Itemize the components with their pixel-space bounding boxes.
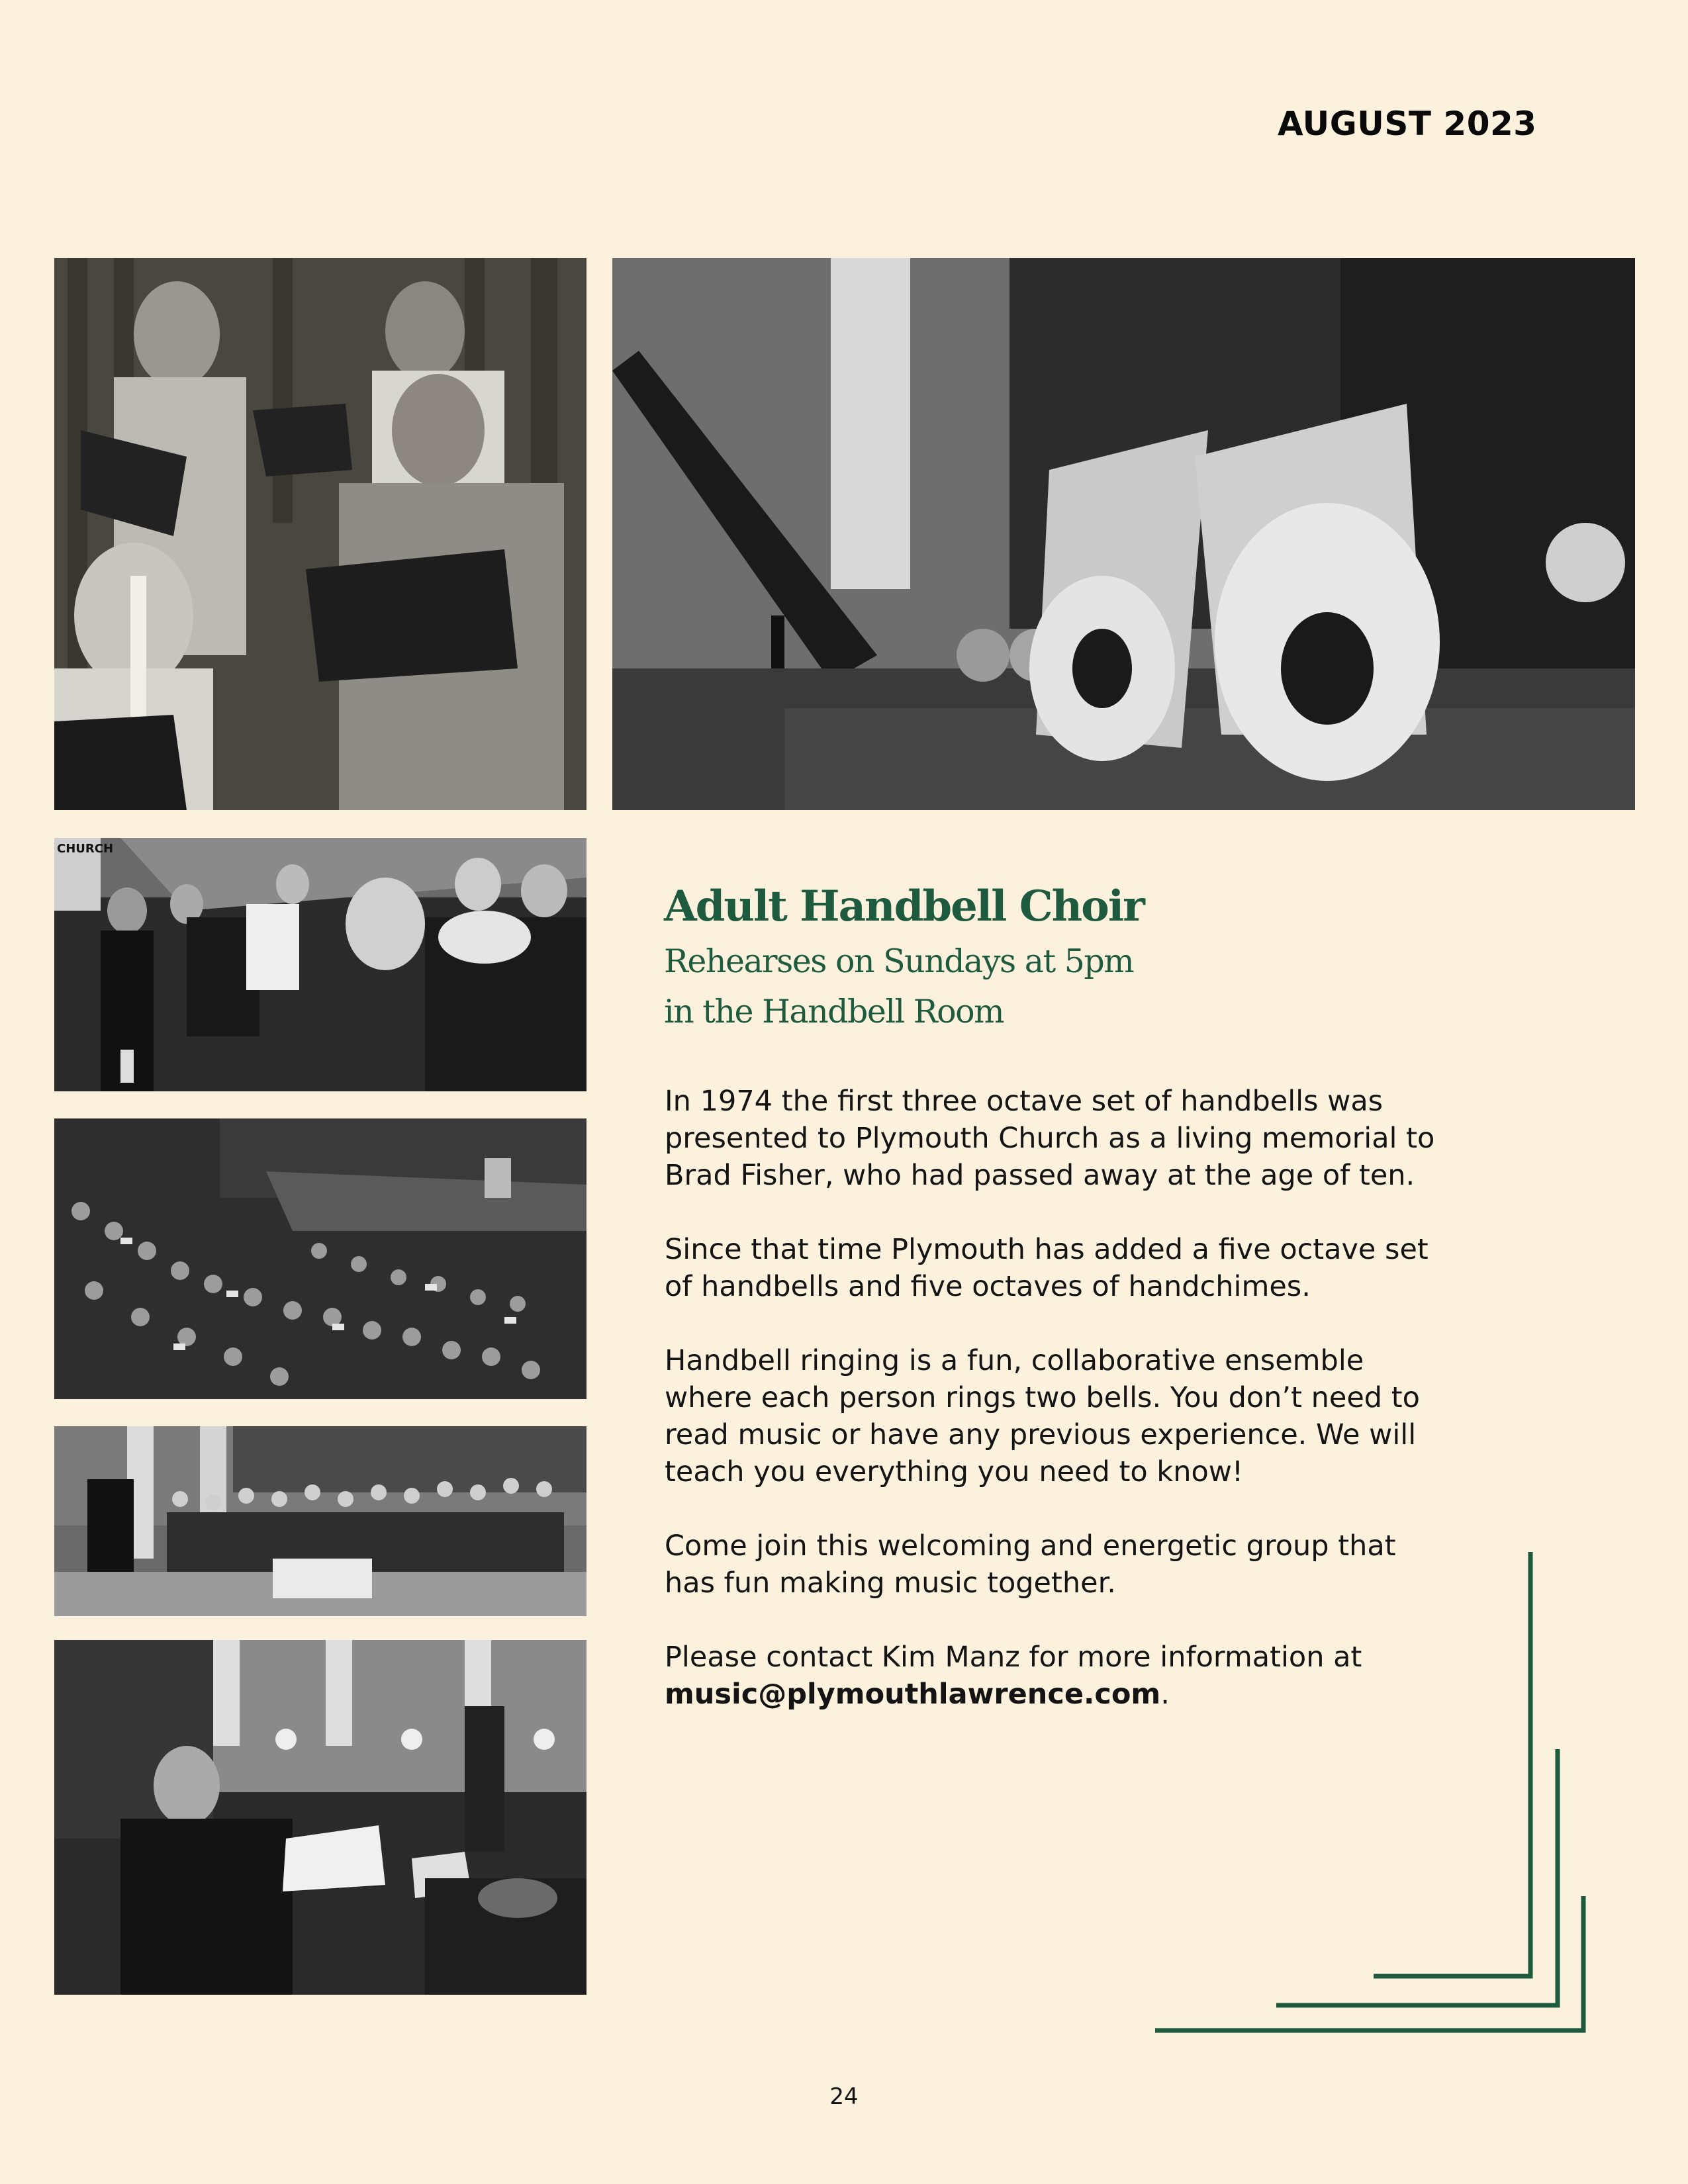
- page-number: 24: [829, 2083, 859, 2110]
- contact-text: Please contact Kim Manz for more information at: [665, 1641, 1362, 1674]
- paragraph-ringing: Handbell ringing is a fun, collaborative ensemble where each person rings two bells. You don’t need to read music or have any previous experience. We will teach you everything you need to know!: [665, 1344, 1420, 1488]
- contact-email-link[interactable]: music@plymouthlawrence.com: [665, 1678, 1161, 1711]
- paragraph-invitation: Come join this welcoming and energetic group that has fun making music together.: [665, 1529, 1396, 1600]
- contact-end: .: [1160, 1678, 1170, 1711]
- paragraph-history: In 1974 the first three octave set of handbells was presented to Plymouth Church as a living memorial to Brad Fisher, who had passed away at the age of ten.: [665, 1085, 1435, 1192]
- issue-date: AUGUST 2023: [1278, 105, 1537, 143]
- article-subtitle-line2: in the Handbell Room: [664, 993, 1004, 1030]
- article-subtitle-line1: Rehearses on Sundays at 5pm: [664, 942, 1134, 980]
- church-sign-text: CHURCH: [57, 842, 114, 856]
- paragraph-sets: Since that time Plymouth has added a five octave set of handbells and five octaves of handchimes.: [665, 1233, 1429, 1303]
- article-title: Adult Handbell Choir: [664, 882, 1144, 931]
